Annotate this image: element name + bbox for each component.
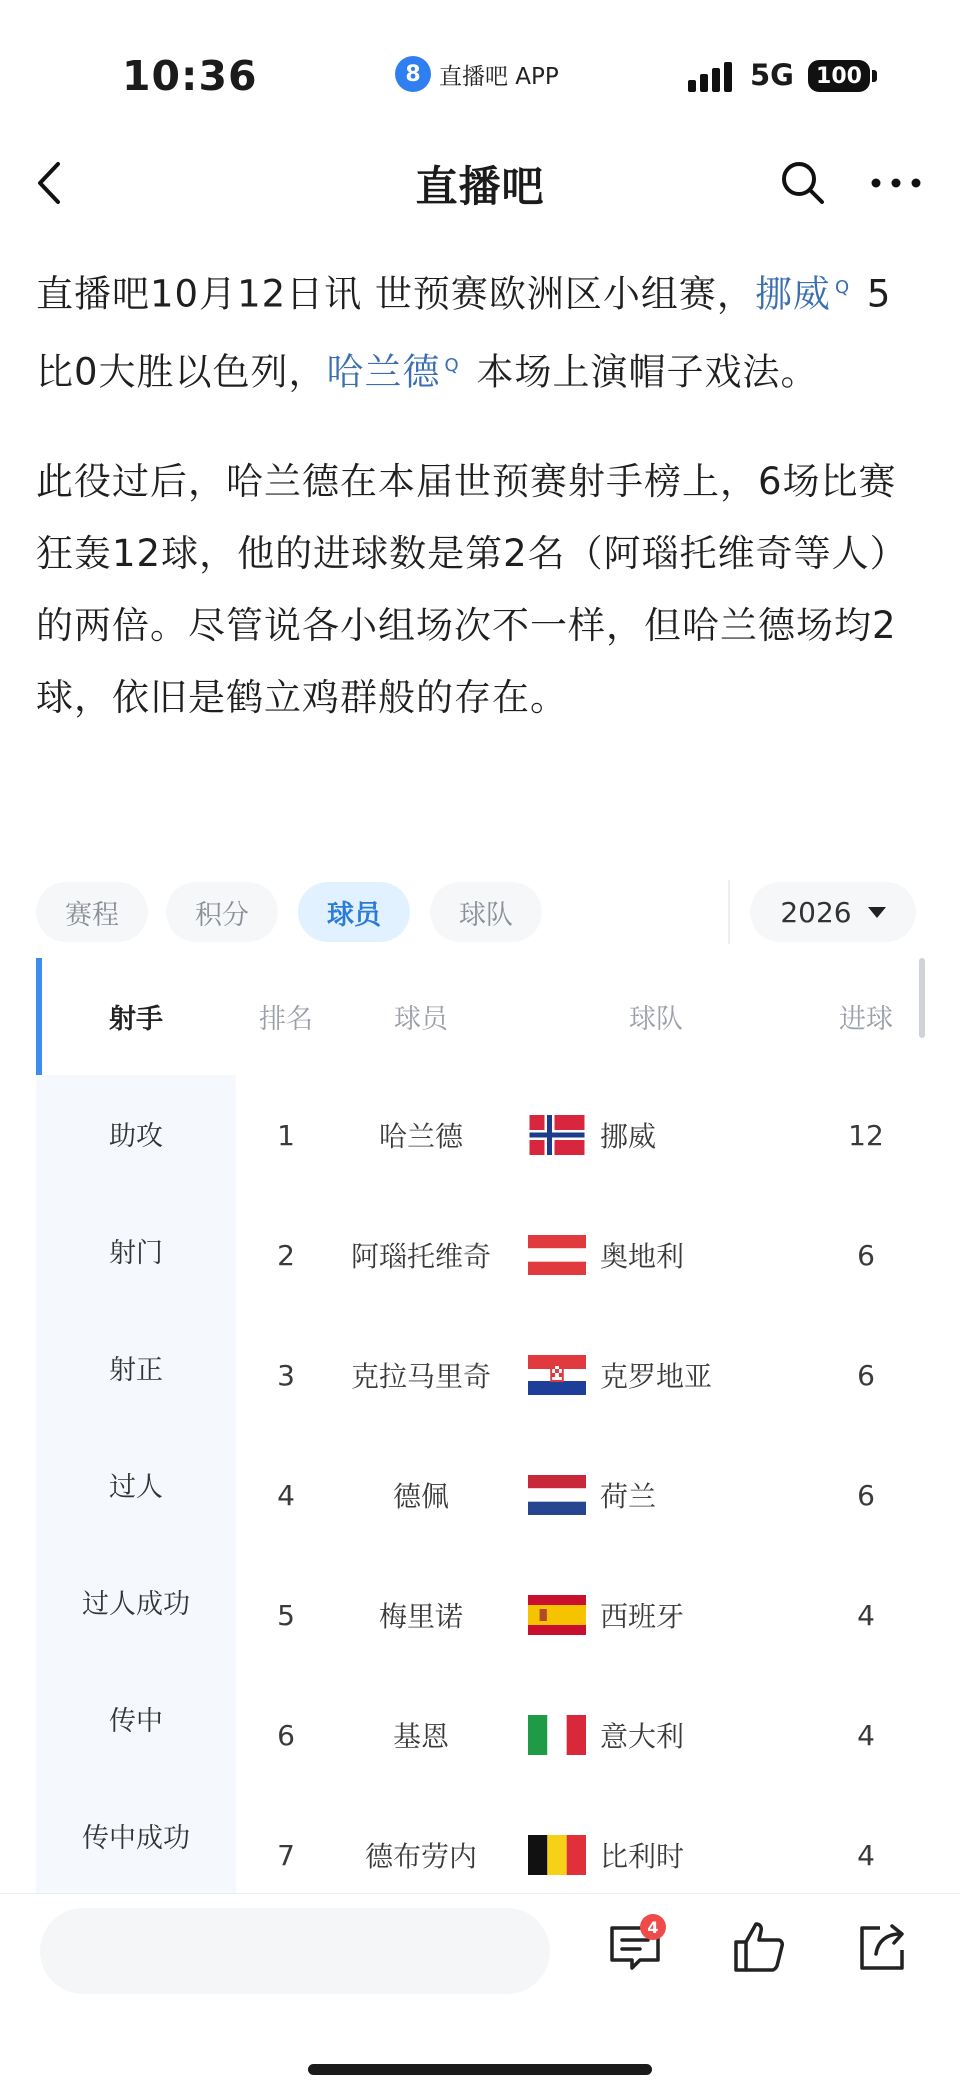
player-cell: 基恩	[392, 1720, 449, 1753]
player-cell: 德布劳内	[364, 1840, 477, 1873]
player-cell: 克拉马里奇	[350, 1360, 491, 1393]
paragraph-text: 本场上演帽子戏法。	[463, 350, 819, 394]
team-name: 克罗地亚	[600, 1360, 713, 1393]
tab-players[interactable]: 球员	[298, 882, 410, 942]
header-team: 球队	[629, 1004, 683, 1035]
status-app-name: 直播吧 APP	[439, 63, 559, 90]
status-bar	[0, 0, 960, 150]
season-value: 2026	[780, 895, 852, 929]
tab-divider	[728, 880, 730, 944]
goals-cell: 6	[857, 1358, 875, 1392]
team-name: 奥地利	[600, 1240, 685, 1273]
article-body	[36, 252, 926, 771]
nav-bar	[0, 140, 960, 226]
stats-tabs	[36, 880, 926, 944]
team-link-norway[interactable]: 挪威	[754, 272, 831, 316]
rank-cell: 4	[277, 1478, 295, 1512]
table-row[interactable]	[236, 1435, 926, 1555]
team-name: 意大利	[600, 1720, 685, 1753]
bottom-action-bar	[0, 1893, 960, 2087]
team-cell	[528, 1315, 798, 1435]
article-paragraph	[36, 252, 926, 409]
tab-standings[interactable]: 积分	[166, 882, 278, 942]
rank-cell: 7	[277, 1838, 295, 1872]
austria-flag-icon	[528, 1235, 586, 1275]
category-label: 射手	[109, 1004, 163, 1035]
team-cell	[528, 1195, 798, 1315]
search-hint-icon[interactable]: Q	[444, 355, 460, 377]
team-name: 挪威	[600, 1120, 657, 1153]
more-icon[interactable]	[868, 158, 924, 208]
team-cell	[528, 1555, 798, 1675]
spain-flag-icon	[528, 1595, 586, 1635]
team-name: 比利时	[600, 1840, 685, 1873]
comment-count-badge: 4	[640, 1914, 666, 1940]
italy-flag-icon	[528, 1715, 586, 1755]
goals-cell: 12	[848, 1118, 884, 1152]
tab-teams[interactable]: 球队	[430, 882, 542, 942]
belgium-flag-icon	[528, 1835, 586, 1875]
table-row[interactable]	[236, 1075, 926, 1195]
active-indicator	[36, 958, 42, 1075]
rank-cell: 3	[277, 1358, 295, 1392]
norway-flag-icon	[528, 1115, 586, 1155]
croatia-flag-icon	[528, 1355, 586, 1395]
rank-cell: 5	[277, 1598, 295, 1632]
battery-tip	[872, 70, 877, 82]
table-row[interactable]	[236, 1195, 926, 1315]
category-crosses[interactable]: 传中	[109, 1706, 163, 1737]
table-row[interactable]	[236, 1675, 926, 1795]
goals-cell: 6	[857, 1478, 875, 1512]
paragraph-text: 直播吧10月12日讯 世预赛欧洲区小组赛，	[36, 272, 755, 316]
goals-cell: 4	[857, 1838, 875, 1872]
player-cell: 梅里诺	[378, 1600, 463, 1633]
search-hint-icon[interactable]: Q	[834, 277, 851, 298]
stat-category-sidebar	[36, 958, 236, 1893]
signal-icon	[688, 60, 734, 92]
player-cell: 阿瑙托维奇	[350, 1240, 491, 1273]
category-successful-crosses[interactable]: 传中成功	[82, 1823, 190, 1854]
goals-cell: 6	[857, 1238, 875, 1272]
app-logo-icon: 8	[395, 56, 431, 92]
rank-cell: 2	[277, 1238, 295, 1272]
player-link-haaland[interactable]: 哈兰德	[326, 350, 441, 394]
table-row[interactable]	[236, 1315, 926, 1435]
header-player: 球员	[394, 1004, 448, 1035]
home-indicator	[308, 2064, 652, 2075]
status-app-indicator	[395, 56, 559, 92]
goals-cell: 4	[857, 1598, 875, 1632]
category-assists[interactable]: 助攻	[109, 1121, 163, 1152]
category-dribbles[interactable]: 过人	[109, 1472, 163, 1503]
player-cell: 哈兰德	[378, 1120, 463, 1153]
rank-cell: 1	[277, 1118, 295, 1152]
team-name: 西班牙	[600, 1600, 685, 1633]
paragraph-text: 5比0大胜以色列，	[36, 272, 892, 394]
rank-cell: 6	[277, 1718, 295, 1752]
team-cell	[528, 1075, 798, 1195]
header-rank: 排名	[259, 1004, 313, 1035]
team-cell	[528, 1675, 798, 1795]
search-icon[interactable]	[778, 158, 828, 208]
tab-schedule[interactable]: 赛程	[36, 882, 148, 942]
team-cell	[528, 1435, 798, 1555]
category-goals[interactable]	[36, 958, 236, 1075]
player-cell: 德佩	[392, 1480, 449, 1513]
header-goals: 进球	[839, 1004, 893, 1035]
team-name: 荷兰	[600, 1480, 657, 1513]
like-icon[interactable]	[728, 1916, 790, 1978]
comment-input[interactable]	[40, 1908, 550, 1994]
scrollbar[interactable]	[919, 958, 925, 1038]
goals-cell: 4	[857, 1718, 875, 1752]
table-row[interactable]	[236, 1555, 926, 1675]
table-header	[236, 958, 926, 1075]
category-shots-on-target[interactable]: 射正	[109, 1355, 163, 1386]
season-select[interactable]	[750, 882, 916, 942]
article-paragraph: 此役过后，哈兰德在本届世预赛射手榜上，6场比赛狂轰12球，他的进球数是第2名（阿瑙托维奇等人）的两倍。尽管说各小组场次不一样，但哈兰德场均2球，依旧是鹤立鸡群般的存在。	[36, 459, 908, 719]
network-type: 5G	[750, 58, 794, 92]
netherlands-flag-icon	[528, 1475, 586, 1515]
share-icon[interactable]	[852, 1916, 914, 1978]
page-title: 直播吧	[415, 162, 545, 211]
category-successful-dribbles[interactable]: 过人成功	[82, 1589, 190, 1620]
battery-icon: 100	[808, 60, 870, 92]
category-shots[interactable]: 射门	[109, 1238, 163, 1269]
chevron-down-icon	[868, 907, 886, 918]
status-time: 10:36	[122, 52, 258, 100]
